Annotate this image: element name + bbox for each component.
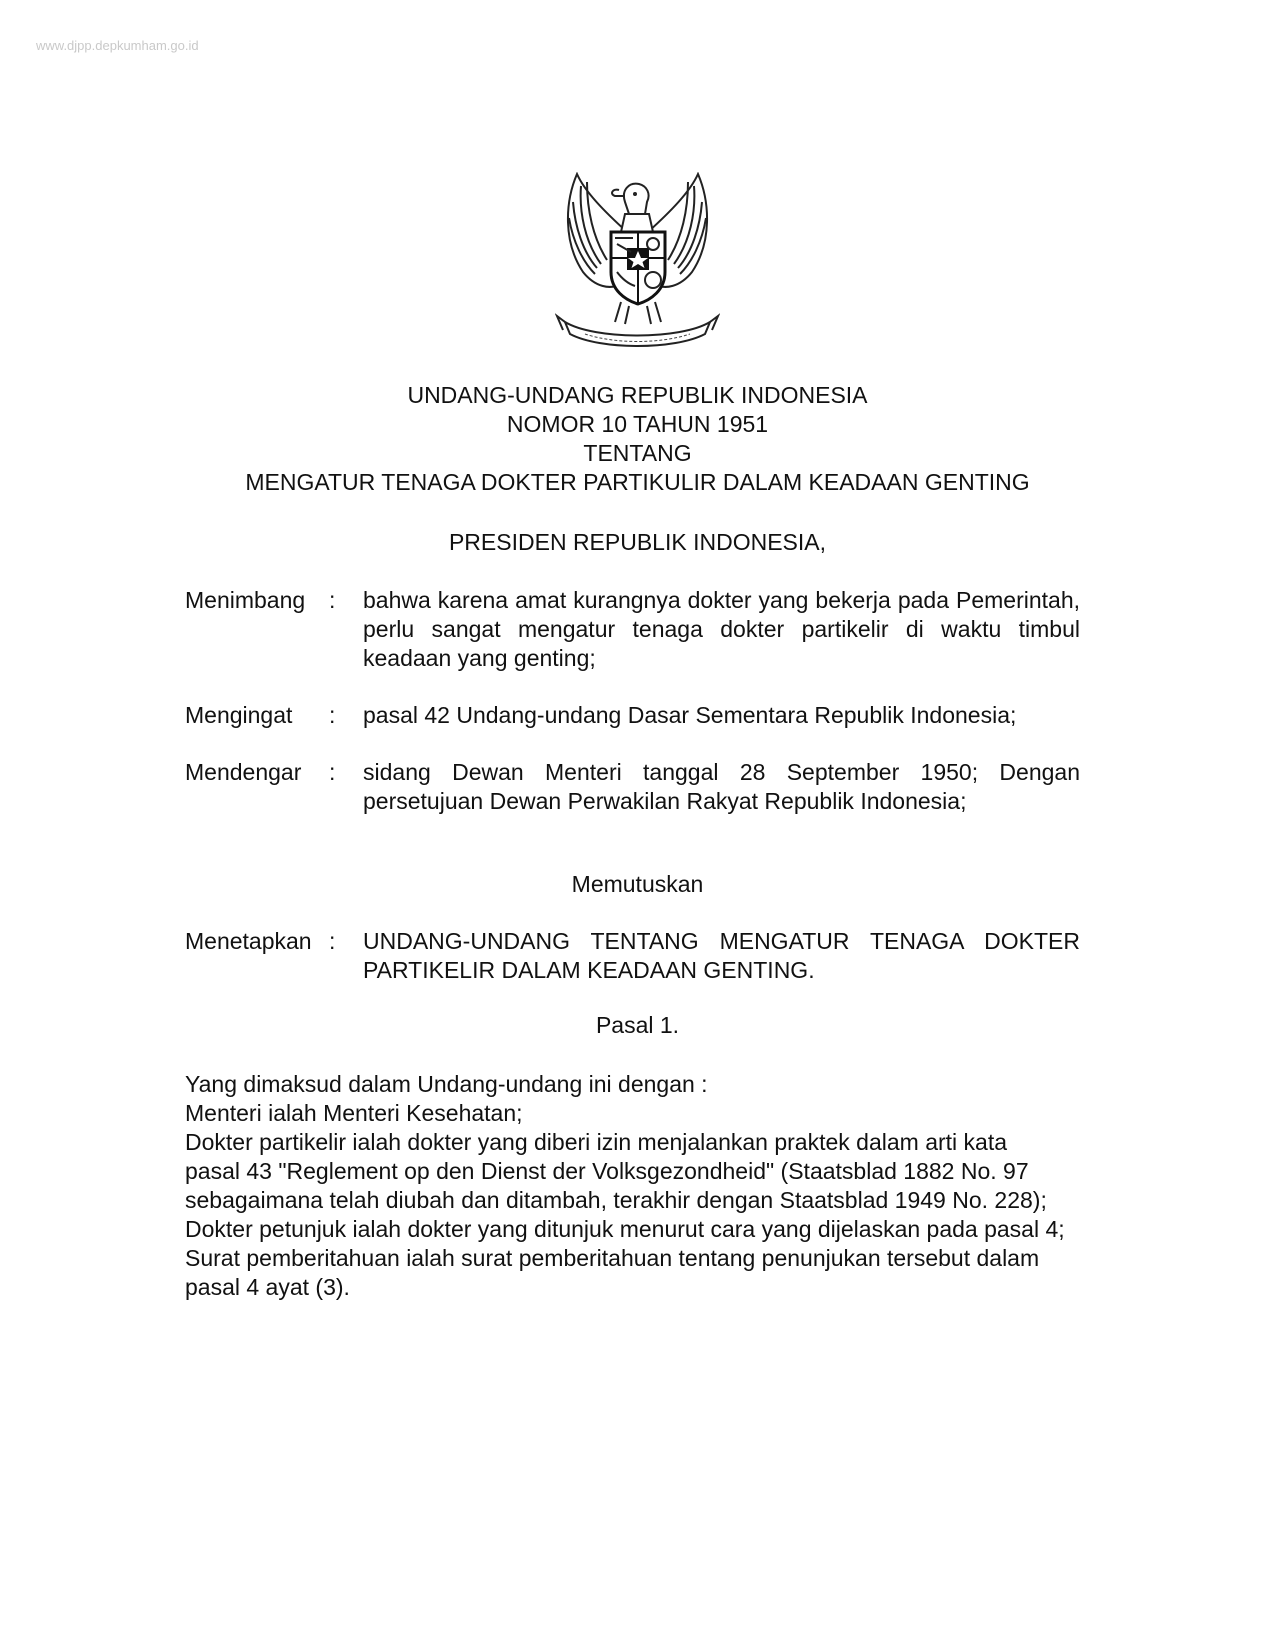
article-body (185, 1070, 1065, 1302)
consideration-colon: : (329, 702, 336, 728)
law-title (0, 381, 1275, 497)
title-line-1: UNDANG-UNDANG REPUBLIK INDONESIA (407, 382, 868, 408)
consideration-label: Mengingat (185, 702, 293, 728)
garuda-emblem-icon (555, 172, 720, 350)
article-line: Menteri ialah Menteri Kesehatan; (185, 1100, 523, 1126)
article-line: Yang dimaksud dalam Undang-undang ini dengan : (185, 1071, 708, 1097)
watermark-url: www.djpp.depkumham.go.id (36, 38, 199, 53)
consideration-label: Mendengar (185, 759, 302, 785)
consideration-text: sidang Dewan Menteri tanggal 28 September 1950; Dengan persetujuan Dewan Perwakilan Rakyat Republik Indonesia; (363, 759, 1080, 814)
consideration-colon: : (329, 587, 336, 613)
consideration-text: pasal 42 Undang-undang Dasar Sementara Republik Indonesia; (363, 702, 1017, 728)
president-heading: PRESIDEN REPUBLIK INDONESIA, (448, 529, 827, 555)
consideration-colon: : (329, 759, 336, 785)
title-line-2: NOMOR 10 TAHUN 1951 (506, 411, 769, 437)
article-line: Dokter petunjuk ialah dokter yang ditunjuk menurut cara yang dijelaskan pada pasal 4; (185, 1216, 1065, 1242)
title-line-3: TENTANG (583, 440, 692, 466)
decision-heading: Memutuskan (571, 871, 704, 897)
enactment-colon: : (329, 928, 336, 954)
article-heading: Pasal 1. (595, 1012, 680, 1038)
enactment-text: UNDANG-UNDANG TENTANG MENGATUR TENAGA DOKTER PARTIKELIR DALAM KEADAAN GENTING. (363, 928, 1080, 983)
article-line: Dokter partikelir ialah dokter yang diberi izin menjalankan praktek dalam arti kata pasal 43 "Reglement op den Dienst der Volksgezondheid" (Staatsblad 1882 No. 97 sebagaimana telah diubah dan ditambah, terakhir dengan Staatsblad 1949 No. 228); (185, 1129, 1047, 1213)
title-line-4: MENGATUR TENAGA DOKTER PARTIKULIR DALAM KEADAAN GENTING (245, 469, 1030, 495)
consideration-label: Menimbang (185, 587, 306, 613)
consideration-text: bahwa karena amat kurangnya dokter yang bekerja pada Pemerintah, perlu sangat mengatur tenaga dokter partikelir di waktu timbul keadaan yang genting; (363, 587, 1080, 671)
enactment-label: Menetapkan (185, 928, 312, 954)
article-line: Surat pemberitahuan ialah surat pemberitahuan tentang penunjukan tersebut dalam pasal 4 ayat (3). (185, 1245, 1040, 1300)
